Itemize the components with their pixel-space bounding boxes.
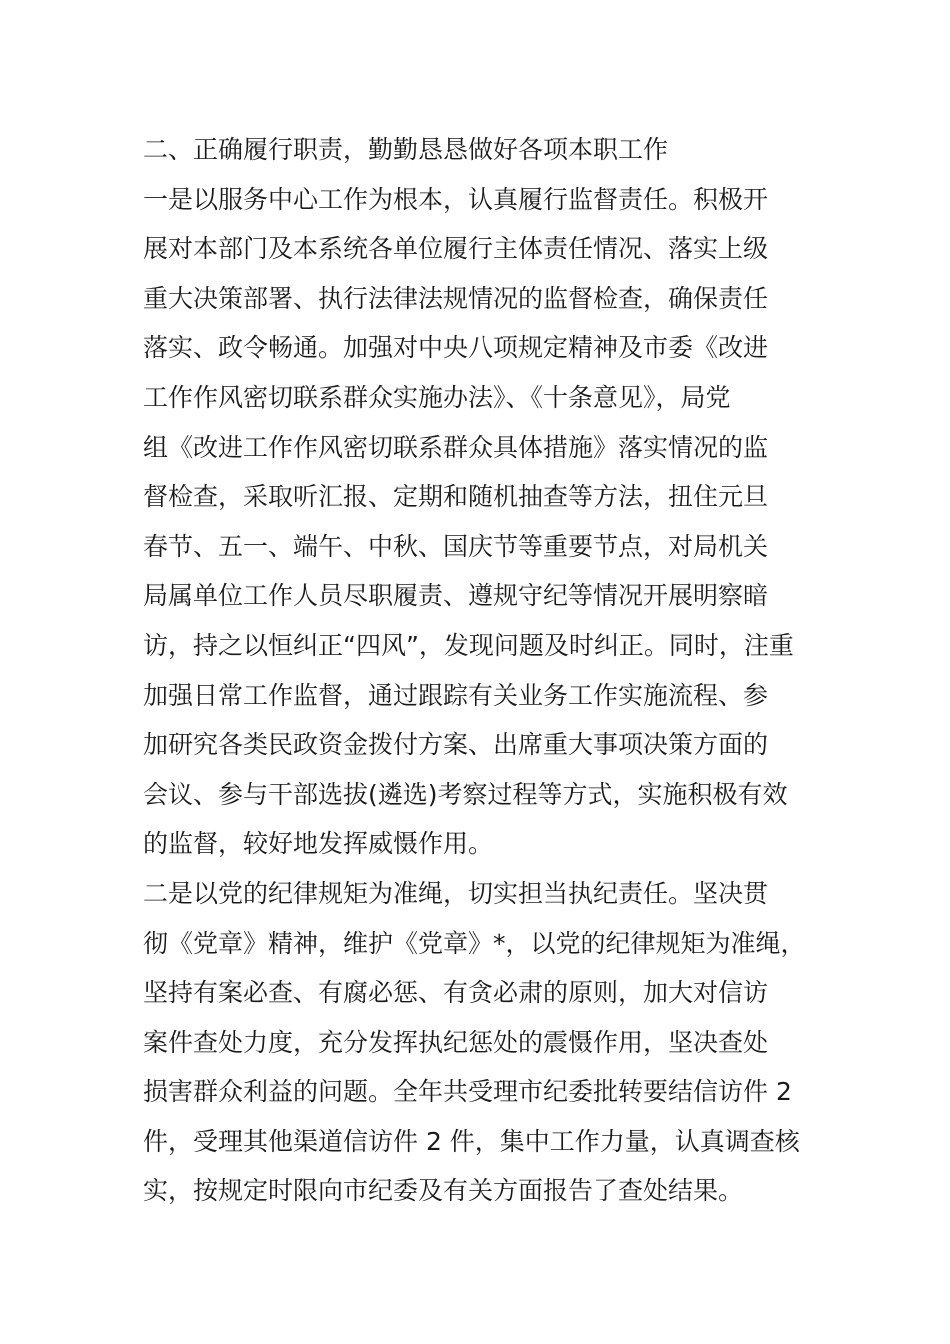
paragraph-line: 坚持有案必查、有腐必惩、有贪必肃的原则，加大对信访	[143, 978, 769, 1008]
paragraph-line: 实，按规定时限向市纪委及有关方面报告了查处结果。	[143, 1176, 744, 1206]
paragraph-line: 的监督，较好地发挥威慑作用。	[143, 829, 494, 859]
paragraph-line: 春节、五一、端午、中秋、国庆节等重要节点，对局机关	[143, 531, 769, 561]
paragraph-line: 案件查处力度，充分发挥执纪惩处的震慑作用，坚决查处	[143, 1027, 769, 1057]
paragraph-line: 会议、参与干部选拔(遴选)考察过程等方式，实施积极有效	[143, 779, 788, 809]
paragraph-line: 督检查，采取听汇报、定期和随机抽查等方法，扭住元旦	[143, 482, 769, 512]
section-heading: 二、正确履行职责，勤勤恳恳做好各项本职工作	[143, 135, 669, 164]
paragraph-line: 落实、政令畅通。加强对中央八项规定精神及市委《改进	[143, 333, 769, 363]
paragraph-line: 加研究各类民政资金拨付方案、出席重大事项决策方面的	[143, 730, 769, 760]
paragraph-line: 加强日常工作监督，通过跟踪有关业务工作实施流程、参	[143, 680, 769, 710]
paragraph-line: 二是以党的纪律规矩为准绳，切实担当执纪责任。坚决贯	[143, 878, 769, 908]
paragraph-line: 损害群众利益的问题。全年共受理市纪委批转要结信访件 2	[143, 1077, 792, 1107]
paragraph-line: 件，受理其他渠道信访件 2 件，集中工作力量，认真调查核	[143, 1126, 800, 1156]
paragraph-line: 彻《党章》精神，维护《党章》*，以党的纪律规矩为准绳，	[143, 928, 806, 958]
paragraph-line: 展对本部门及本系统各单位履行主体责任情况、落实上级	[143, 234, 769, 264]
paragraph-line: 一是以服务中心工作为根本，认真履行监督责任。积极开	[143, 184, 769, 214]
document-body	[143, 125, 833, 1216]
paragraph-line: 局属单位工作人员尽职履责、遵规守纪等情况开展明察暗	[143, 581, 769, 611]
paragraph-line: 组《改进工作作风密切联系群众具体措施》落实情况的监	[143, 432, 769, 462]
paragraph-line: 重大决策部署、执行法律法规情况的监督检查，确保责任	[143, 283, 769, 313]
paragraph-line: 工作作风密切联系群众实施办法》、《十条意见》，局党	[143, 382, 731, 412]
paragraph-line: 访，持之以恒纠正“四风”，发现问题及时纠正。同时，注重	[143, 630, 794, 660]
